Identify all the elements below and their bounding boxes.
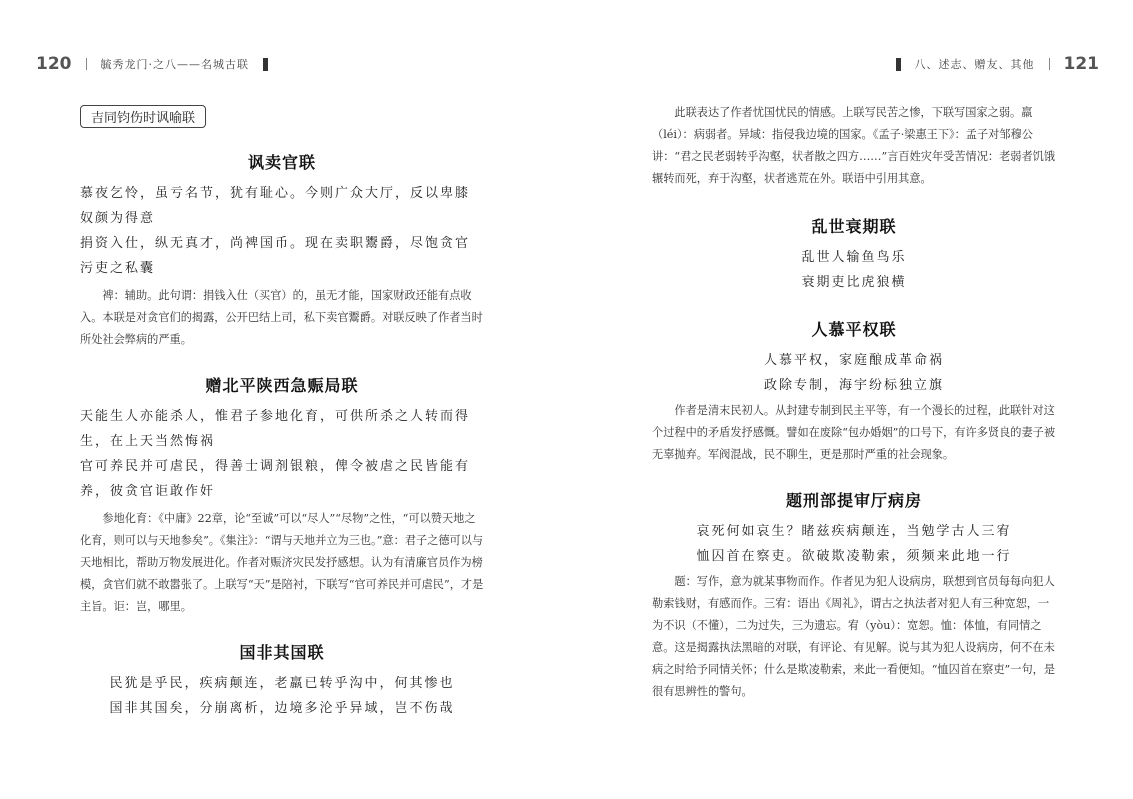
couplet-line: 慕夜乞怜，虽亏名节，犹有耻心。今则广众大厅，反以卑膝奴颜为得意 xyxy=(80,186,471,226)
right-page xyxy=(567,0,1133,799)
couplet-line: 政除专制，海宇纷标独立旗 xyxy=(763,378,944,393)
couplet-line: 官可养民并可虐民，得善士调剂银粮，俾令被虐之民皆能有养，彼贪官讵敢作奸 xyxy=(80,459,471,499)
header-title-left: 毓秀龙门·之八——名城古联 xyxy=(100,58,249,71)
annotation-paragraph: 此联表达了作者忧国忧民的情感。上联写民苦之惨，下联写国家之弱。羸（léi）：病弱者。异域：指侵我边境的国家。《孟子·梁惠王下》：孟子对邹穆公讲：“君之民老弱转乎沟壑，状者散之四方……”言百姓灾年受苦情况：老弱者饥饿辗转而死，弃于沟壑，状者逃荒在外。联语中引用其意。 xyxy=(652,106,1056,185)
couplet-line: 国非其国矣，分崩离析，边境多沦乎异域，岂不伤哉 xyxy=(109,701,455,716)
annotation-paragraph: 裨：辅助。此句谓：捐钱入仕（买官）的，虽无才能，国家财政还能有点收入。本联是对贪官们的揭露，公开巴结上司，私下卖官鬻爵。对联反映了作者当时所处社会弊病的严重。 xyxy=(80,289,483,346)
page-number-left: 120 xyxy=(36,54,72,74)
left-page xyxy=(0,0,566,799)
header-title-right: 八、述志、赠友、其他 xyxy=(914,58,1035,71)
couplet-line: 哀死何如哀生？睹兹疾病颠连，当勉学古人三宥 xyxy=(696,524,1012,539)
section-title: 题刑部提审厅病房 xyxy=(785,491,922,510)
section-title: 人慕平权联 xyxy=(811,320,897,339)
couplet-line: 捐资入仕，纵无真才，尚裨国币。现在卖职鬻爵，尽饱贪官污吏之私囊 xyxy=(80,236,471,276)
left-header xyxy=(36,52,268,76)
section-title: 国非其国联 xyxy=(239,643,325,662)
annotation-paragraph: 参地化育：《中庸》22章，论“至诚”可以“尽人”“尽物”之性，“可以赞天地之化育，则可以与天地参矣”。《集注》：“谓与天地并立为三也。”意：君子之德可以与天地相比，帮助万物发展进化。作者对赈济灾民发抒感想。认为有清廉官员作为榜模，贪官们就不敢嚣张了。上联写“天”是陪衬，下联写“官可养民并可虐民”，才是主旨。讵：岂，哪里。 xyxy=(80,512,484,613)
page-number-right: 121 xyxy=(1063,54,1099,74)
header-separator xyxy=(1049,58,1050,70)
couplet-line: 人慕平权，家庭酿成革命祸 xyxy=(763,353,944,368)
section-title: 讽卖官联 xyxy=(247,153,316,172)
header-separator xyxy=(86,58,87,70)
right-header xyxy=(896,52,1100,76)
header-bar-marker xyxy=(896,58,901,71)
couplet-line: 恤囚首在察吏。欲破欺凌勒索，须频来此地一行 xyxy=(696,549,1012,564)
category-tag: 吉同钧伤时讽喻联 xyxy=(80,105,206,128)
couplet-line: 乱世人输鱼鸟乐 xyxy=(801,250,907,265)
header-bar-marker xyxy=(263,58,268,71)
annotation-paragraph: 题：写作，意为就某事物而作。作者见为犯人设病房，联想到官员每每向犯人勒索钱财，有感而作。三宥：语出《周礼》，谓古之执法者对犯人有三种宽恕，一为不识（不懂），二为过失，三为遗忘。宥（yòu）：宽恕。恤：体恤，有同情之意。这是揭露执法黑暗的对联，有评论、有见解。说与其为犯人设病房，何不在未病之时给予同情关怀；什么是欺凌勒索，来此一看便知。“恤囚首在察吏”一句，是很有思辨性的警句。 xyxy=(652,575,1056,698)
section-title: 乱世衰期联 xyxy=(811,217,897,236)
section-title: 赠北平陕西急赈局联 xyxy=(205,376,359,395)
couplet-line: 天能生人亦能杀人，惟君子参地化育，可供所杀之人转而得生，在上天当然悔祸 xyxy=(80,409,471,449)
annotation-paragraph: 作者是清末民初人。从封建专制到民主平等，有一个漫长的过程，此联针对这个过程中的矛盾发抒感慨。譬如在废除“包办婚姻”的口号下，有许多贤良的妻子被无辜抛弃。军阀混战，民不聊生，更是那时严重的社会现象。 xyxy=(652,404,1056,461)
couplet-line: 衰期吏比虎狼横 xyxy=(801,275,907,290)
couplet-line: 民犹是乎民，疾病颠连，老羸已转乎沟中，何其惨也 xyxy=(109,676,455,691)
